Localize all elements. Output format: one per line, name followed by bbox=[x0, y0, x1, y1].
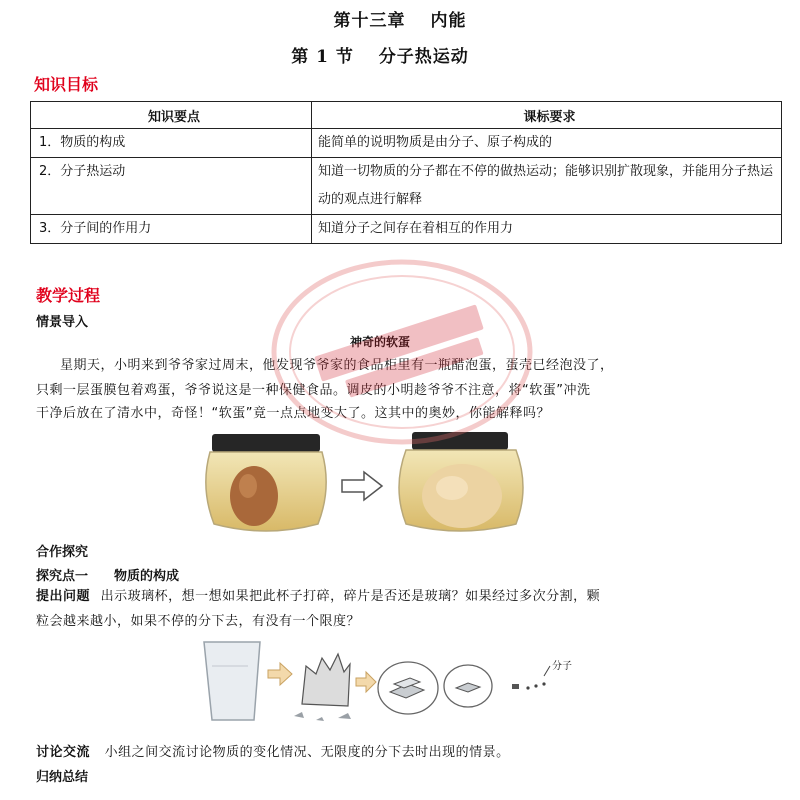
discuss-text: 小组之间交流讨论物质的变化情况、无限度的分下去时出现的情景。 bbox=[104, 745, 510, 760]
discuss-line bbox=[36, 740, 510, 765]
question-line-1 bbox=[36, 584, 600, 609]
point-heading: 探究点一 物质的构成 bbox=[36, 569, 180, 584]
question-label: 提出问题 bbox=[36, 589, 91, 604]
goal-point: 1．物质的构成 bbox=[31, 129, 312, 158]
jar-right-icon bbox=[399, 432, 523, 531]
summary-heading: 归纳总结 bbox=[36, 770, 89, 785]
particle-dots-icon bbox=[512, 666, 550, 690]
jar-left-icon bbox=[206, 434, 326, 531]
arrow-right-icon bbox=[356, 672, 376, 692]
table-row bbox=[31, 215, 782, 244]
story-line-2: 只剩一层蛋膜包着鸡蛋，爷爷说这是一种保健食品。调皮的小明趁爷爷不注意，将“软蛋”冲洗 bbox=[36, 383, 591, 398]
coop-heading: 合作探究 bbox=[36, 545, 89, 560]
goals-table bbox=[30, 101, 782, 244]
broken-glass-icon bbox=[294, 654, 351, 721]
goal-requirement: 知道一切物质的分子都在不停的做热运动；能够识别扩散现象，并能用分子热运动的观点进行解释 bbox=[312, 158, 782, 215]
goals-col-req: 课标要求 bbox=[312, 102, 782, 129]
goal-point: 2．分子热运动 bbox=[31, 158, 312, 215]
chapter-title: 第十三章 内能 bbox=[333, 11, 467, 31]
question-text: 出示玻璃杯，想一想如果把此杯子打碎，碎片是否还是玻璃？如果经过多次分割，颗 bbox=[100, 589, 601, 604]
egg-jars-image bbox=[200, 428, 530, 534]
table-row bbox=[31, 129, 782, 158]
glass-division-image bbox=[198, 636, 598, 728]
magnify-circle-icon bbox=[378, 662, 438, 714]
goal-requirement: 知道分子之间存在着相互的作用力 bbox=[312, 215, 782, 244]
glass-cup-icon bbox=[204, 642, 260, 720]
magnify-circle-icon bbox=[444, 665, 492, 707]
question-line-2: 粒会越来越小，如果不停的分下去，有没有一个限度？ bbox=[36, 614, 361, 629]
process-heading: 教学过程 bbox=[36, 286, 101, 305]
story-line-1: 星期天，小明来到爷爷家过周末，他发现爷爷家的食品柜里有一瓶醋泡蛋，蛋壳已经泡没了， bbox=[60, 358, 614, 373]
story-line-3: 干净后放在了清水中，奇怪！“软蛋”竟一点点地变大了。这其中的奥妙，你能解释吗？ bbox=[36, 406, 550, 421]
goal-point: 3．分子间的作用力 bbox=[31, 215, 312, 244]
arrow-right-icon bbox=[268, 663, 292, 685]
section-title: 第 1 节 分子热运动 bbox=[291, 47, 469, 67]
goals-col-point: 知识要点 bbox=[31, 102, 312, 129]
goals-heading: 知识目标 bbox=[34, 75, 99, 94]
goal-requirement: 能简单的说明物质是由分子、原子构成的 bbox=[312, 129, 782, 158]
story-title: 神奇的软蛋 bbox=[349, 335, 410, 349]
arrow-right-icon bbox=[342, 472, 382, 500]
discuss-label: 讨论交流 bbox=[36, 745, 91, 760]
intro-heading: 情景导入 bbox=[36, 315, 89, 330]
molecule-label: 分子 bbox=[552, 661, 572, 672]
table-row bbox=[31, 158, 782, 215]
